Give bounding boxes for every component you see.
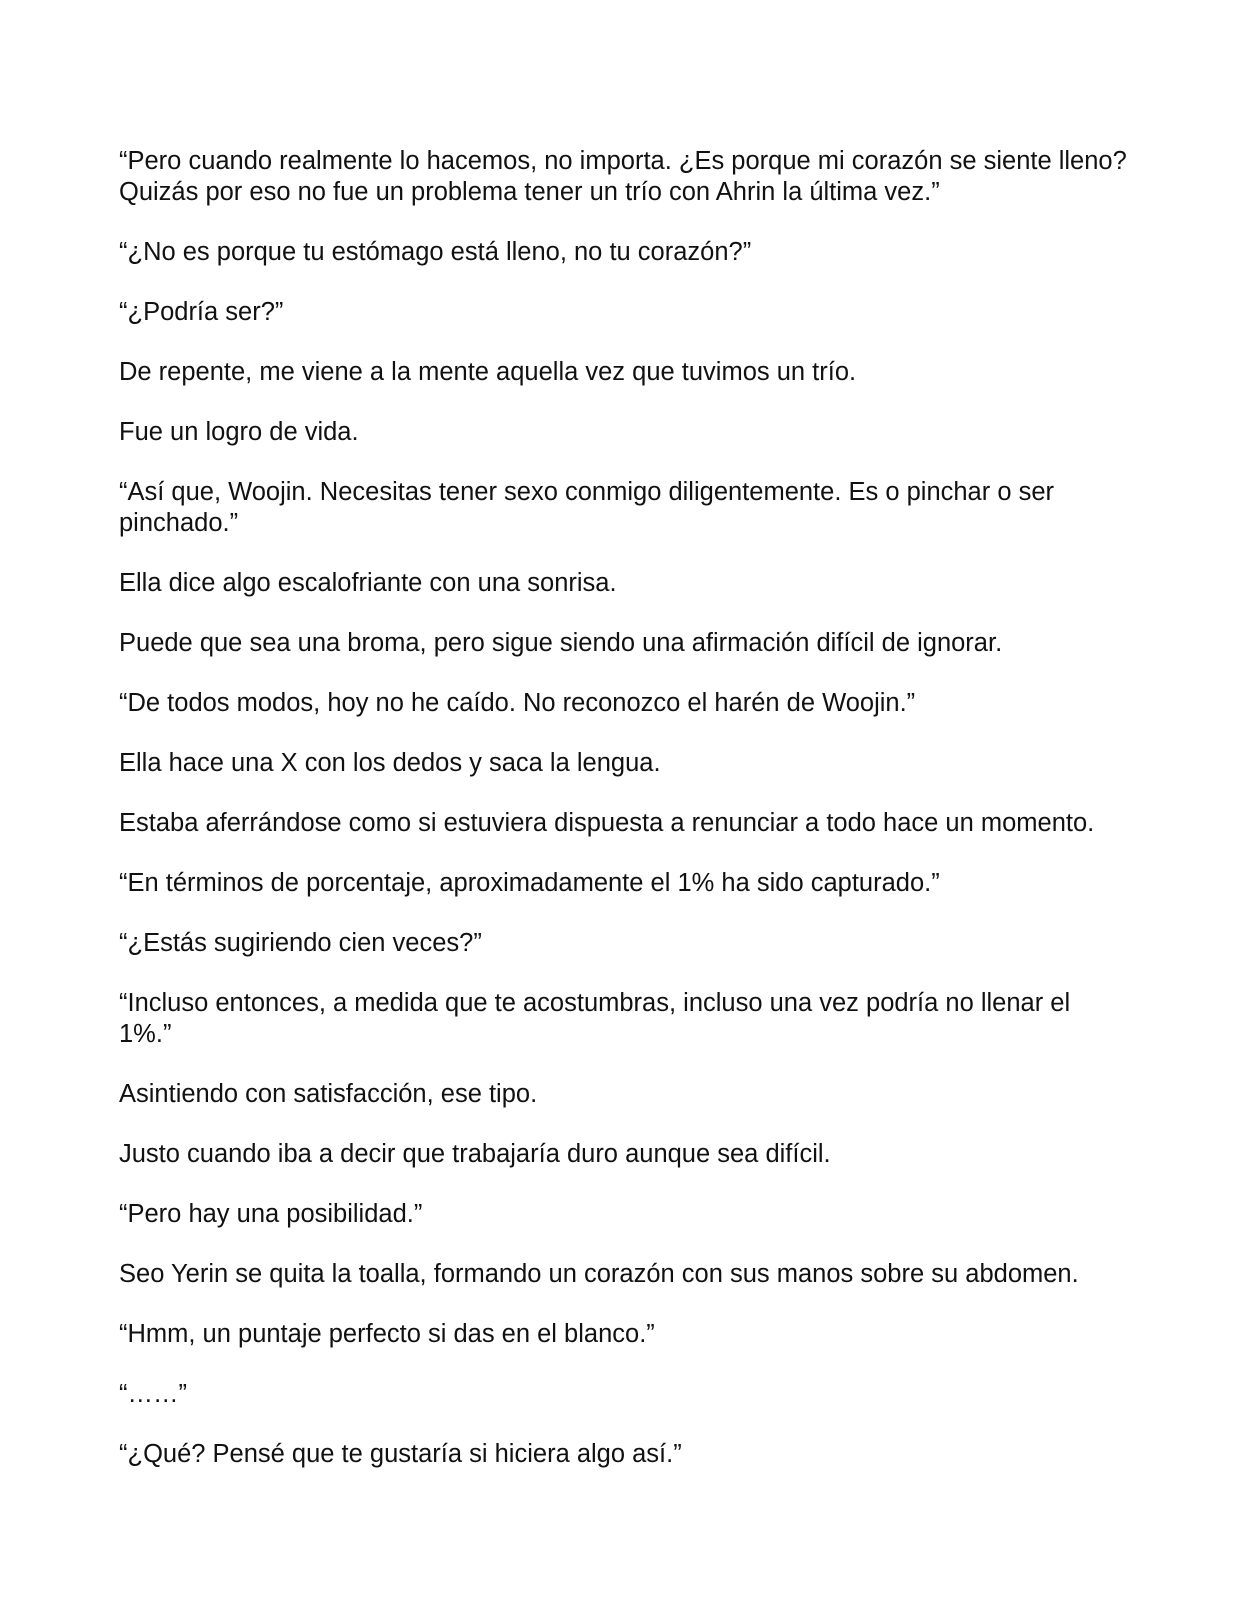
paragraph: Justo cuando iba a decir que trabajaría duro aunque sea difícil.	[119, 1140, 831, 1168]
paragraph: “En términos de porcentaje, aproximadamente el 1% ha sido capturado.”	[119, 869, 940, 897]
paragraph: “……”	[119, 1380, 187, 1408]
paragraph: “Pero cuando realmente lo hacemos, no importa. ¿Es porque mi corazón se siente lleno? Quizás por eso no fue un problema tener un trío con Ahrin la última vez.”	[119, 147, 1127, 206]
paragraph: Puede que sea una broma, pero sigue siendo una afirmación difícil de ignorar.	[119, 629, 1003, 657]
paragraph: Ella dice algo escalofriante con una sonrisa.	[119, 569, 617, 597]
paragraph: “¿Qué? Pensé que te gustaría si hiciera algo así.”	[119, 1440, 682, 1468]
paragraph: “Hmm, un puntaje perfecto si das en el blanco.”	[119, 1320, 655, 1348]
paragraph: Estaba aferrándose como si estuviera dispuesta a renunciar a todo hace un momento.	[119, 809, 1095, 837]
paragraph: “De todos modos, hoy no he caído. No reconozco el harén de Woojin.”	[119, 689, 916, 717]
paragraph: Seo Yerin se quita la toalla, formando un corazón con sus manos sobre su abdomen.	[119, 1260, 1079, 1288]
paragraph: Fue un logro de vida.	[119, 418, 359, 446]
body-text	[119, 146, 1129, 1499]
paragraph: Asintiendo con satisfacción, ese tipo.	[119, 1080, 538, 1108]
paragraph: “¿Estás sugiriendo cien veces?”	[119, 929, 482, 957]
paragraph: De repente, me viene a la mente aquella vez que tuvimos un trío.	[119, 358, 857, 386]
paragraph: “Incluso entonces, a medida que te acostumbras, incluso una vez podría no llenar el 1%.”	[119, 989, 1071, 1048]
paragraph: “¿Podría ser?”	[119, 298, 284, 326]
paragraph: “¿No es porque tu estómago está lleno, no tu corazón?”	[119, 238, 752, 266]
paragraph: “Así que, Woojin. Necesitas tener sexo conmigo diligentemente. Es o pinchar o ser pinchado.”	[119, 478, 1055, 537]
paragraph: Ella hace una X con los dedos y saca la lengua.	[119, 749, 661, 777]
paragraph: “Pero hay una posibilidad.”	[119, 1200, 423, 1228]
